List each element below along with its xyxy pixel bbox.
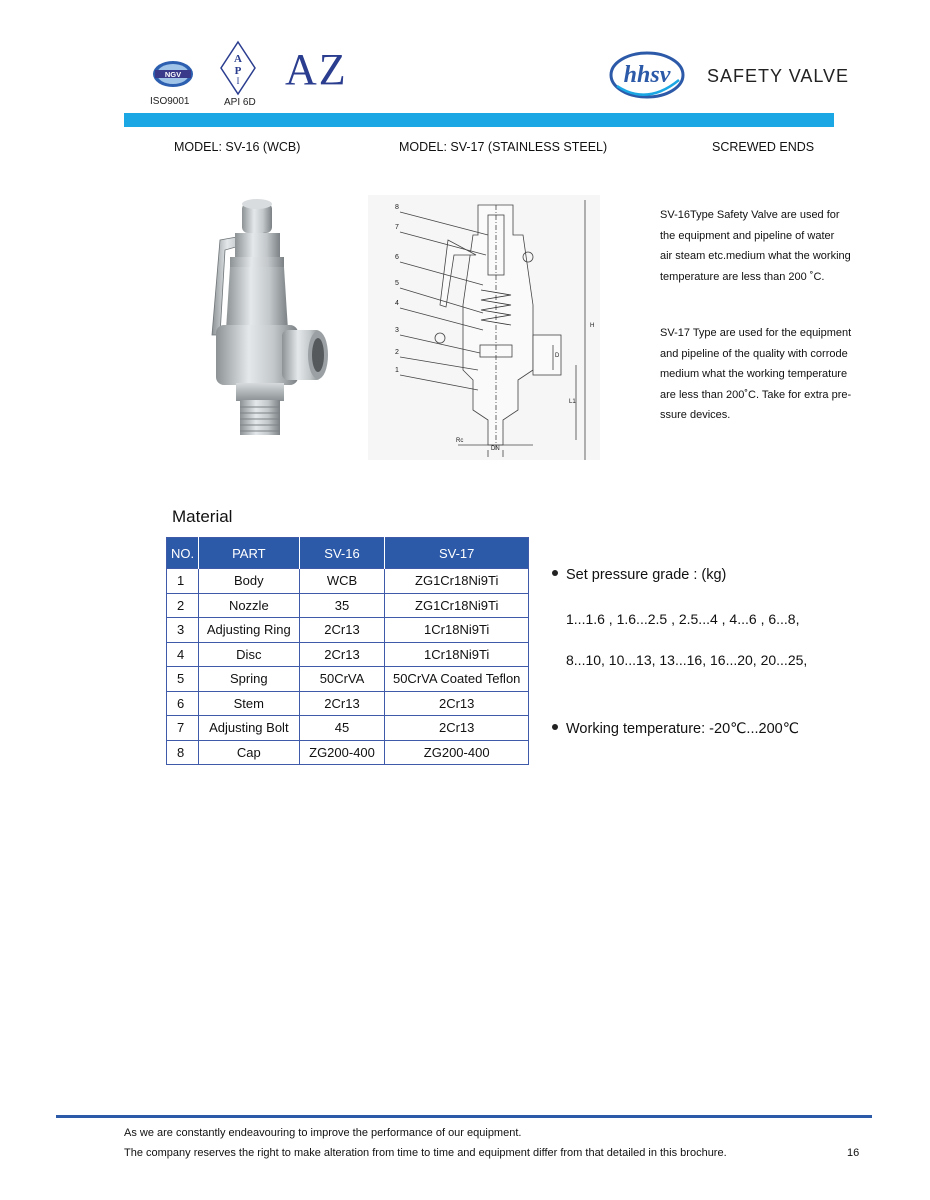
working-temperature-label: Working temperature: -20℃...200℃ <box>566 721 799 737</box>
api-6d-caption: API 6D <box>224 97 256 108</box>
footer-disclaimer-line-1: As we are constantly endeavouring to improve the performance of our equipment. <box>124 1127 522 1139</box>
drawing-label-7: 7 <box>395 224 399 231</box>
cell-sv17: 2Cr13 <box>385 716 529 741</box>
cell-part: Adjusting Bolt <box>198 716 299 741</box>
drawing-label-8: 8 <box>395 204 399 211</box>
cell-sv16: 50CrVA <box>299 667 385 692</box>
svg-text:P: P <box>234 65 242 77</box>
page-title: SAFETY VALVE <box>707 66 850 86</box>
model-sv16-label: MODEL: SV-16 (WCB) <box>174 140 301 154</box>
pressure-grades-line-1: 1...1.6 , 1.6...2.5 , 2.5...4 , 4...6 , 6...8, <box>566 611 800 627</box>
cell-no: 6 <box>167 691 199 716</box>
cell-sv16: 2Cr13 <box>299 618 385 643</box>
drawing-dim-rc: Rc <box>456 438 464 444</box>
pressure-grades-line-2: 8...10, 10...13, 13...16, 16...20, 20...25, <box>566 652 808 668</box>
screwed-ends-label: SCREWED ENDS <box>712 140 815 154</box>
table-row <box>167 716 529 741</box>
column-header-no: NO. <box>167 538 199 569</box>
sv16-description-line: air steam etc.medium what the working <box>660 250 851 262</box>
pressure-grade-bullet <box>552 567 726 583</box>
sv17-description-line: and pipeline of the quality with corrode <box>660 347 848 360</box>
api-monogram-logo <box>219 40 257 98</box>
header-accent-bar <box>124 113 834 127</box>
cell-part: Body <box>198 569 299 594</box>
ngv-logo <box>152 60 194 88</box>
working-temperature-bullet <box>552 721 799 737</box>
cell-part: Spring <box>198 667 299 692</box>
sv17-description-line: ssure devices. <box>660 409 731 421</box>
svg-text:hhsv: hhsv <box>623 62 671 88</box>
column-header-sv16: SV-16 <box>299 538 385 569</box>
column-header-part: PART <box>198 538 299 569</box>
table-row <box>167 593 529 618</box>
cell-no: 1 <box>167 569 199 594</box>
sv17-description-line: SV-17 Type are used for the equipment <box>660 327 852 339</box>
safety-valve-photo <box>190 195 340 455</box>
pressure-grade-label: Set pressure grade : (kg) <box>566 567 727 583</box>
sv17-description-line: are less than 200˚C. Take for extra pre- <box>660 388 852 401</box>
drawing-dim-l1: L1 <box>569 399 576 405</box>
material-table <box>166 537 529 765</box>
svg-text:A: A <box>234 53 242 65</box>
bullet-dot-icon <box>552 570 558 576</box>
cell-no: 3 <box>167 618 199 643</box>
table-row <box>167 740 529 765</box>
drawing-label-4: 4 <box>395 300 399 307</box>
cell-sv16: 45 <box>299 716 385 741</box>
cell-sv17: 2Cr13 <box>385 691 529 716</box>
svg-text:NGV: NGV <box>164 69 182 79</box>
cell-sv17: ZG1Cr18Ni9Ti <box>385 593 529 618</box>
footer-divider <box>56 1115 872 1118</box>
footer-disclaimer-line-2: The company reserves the right to make alteration from time to time and equipment differ from that detailed in this brochure. <box>124 1147 727 1159</box>
table-row <box>167 642 529 667</box>
bullet-dot-icon <box>552 724 558 730</box>
drawing-label-1: 1 <box>395 367 399 374</box>
cell-sv16: WCB <box>299 569 385 594</box>
sv17-description <box>660 323 870 426</box>
drawing-label-6: 6 <box>395 254 399 261</box>
az-logo: AZ <box>285 45 348 94</box>
cell-sv17: 1Cr18Ni9Ti <box>385 642 529 667</box>
drawing-dim-d: D <box>555 353 560 359</box>
drawing-dim-dn: DN <box>491 446 500 452</box>
drawing-label-5: 5 <box>395 280 399 287</box>
table-row <box>167 691 529 716</box>
sv16-description-line: the equipment and pipeline of water <box>660 229 835 242</box>
cell-sv17: ZG1Cr18Ni9Ti <box>385 569 529 594</box>
sv17-description-line: medium what the working temperature <box>660 368 848 380</box>
table-row <box>167 667 529 692</box>
cell-no: 4 <box>167 642 199 667</box>
cell-part: Adjusting Ring <box>198 618 299 643</box>
sv16-description <box>660 205 870 287</box>
table-row <box>167 618 529 643</box>
cell-part: Stem <box>198 691 299 716</box>
drawing-dim-h: H <box>590 323 595 329</box>
svg-text:I: I <box>236 76 240 86</box>
material-heading: Material <box>172 507 233 526</box>
cell-no: 2 <box>167 593 199 618</box>
column-header-sv17: SV-17 <box>385 538 529 569</box>
cell-sv16: 35 <box>299 593 385 618</box>
sv16-description-line: SV-16Type Safety Valve are used for <box>660 209 840 221</box>
cell-sv17: 50CrVA Coated Teflon <box>385 667 529 692</box>
page-number: 16 <box>847 1147 860 1159</box>
cell-part: Nozzle <box>198 593 299 618</box>
cell-no: 5 <box>167 667 199 692</box>
table-row <box>167 569 529 594</box>
table-header-row <box>167 538 529 569</box>
cell-sv16: 2Cr13 <box>299 642 385 667</box>
drawing-label-2: 2 <box>395 349 399 356</box>
cell-no: 8 <box>167 740 199 765</box>
cell-sv17: ZG200-400 <box>385 740 529 765</box>
valve-section-drawing <box>368 195 600 460</box>
drawing-label-3: 3 <box>395 327 399 334</box>
cell-part: Disc <box>198 642 299 667</box>
iso9001-caption: ISO9001 <box>150 96 190 107</box>
cell-no: 7 <box>167 716 199 741</box>
cell-sv16: ZG200-400 <box>299 740 385 765</box>
hhsv-logo <box>607 46 687 104</box>
sv16-description-line: temperature are less than 200 ˚C. <box>660 270 825 283</box>
model-sv17-label: MODEL: SV-17 (STAINLESS STEEL) <box>399 140 608 154</box>
cell-sv17: 1Cr18Ni9Ti <box>385 618 529 643</box>
cell-part: Cap <box>198 740 299 765</box>
cell-sv16: 2Cr13 <box>299 691 385 716</box>
